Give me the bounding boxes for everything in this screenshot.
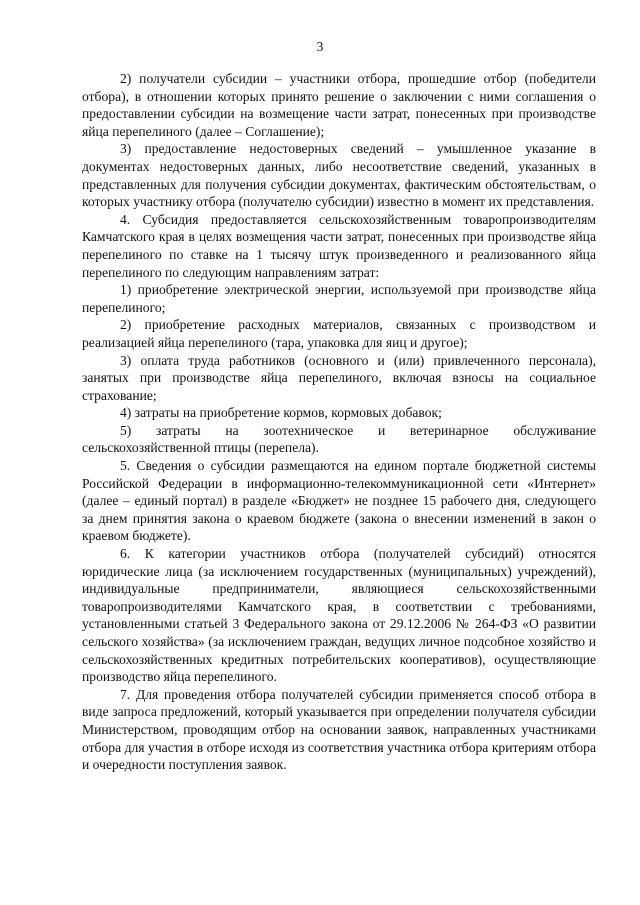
paragraph-selection-method: 7. Для проведения отбора получателей субсидии применяется способ отбора в виде запроса предложений, который указывается при определении получателя субсидии Министерством, проводящим отбор на основании заявок, направленных участниками отбора для участия в отборе исходя из соответствия участника отбора критериям отбора и очередности поступления заявок. <box>82 686 596 773</box>
paragraph-participant-categories: 6. К категории участников отбора (получателей субсидий) относятся юридические лица (за исключением государственных (муниципальных) учреждений), индивидуальные предприниматели, являющиеся сельскохозяйственными товаропроизводителями Камчатского края, в соответствии с требованиями, установленными статьей 3 Федерального закона от 29.12.2006 № 264-ФЗ «О развитии сельского хозяйства» (за исключением граждан, ведущих личное подсобное хозяйство и сельскохозяйственных кредитных потребительских кооперативов), осуществляющие производство яйца перепелиного. <box>82 546 596 685</box>
document-body <box>82 70 596 774</box>
page-number: 3 <box>316 39 324 54</box>
paragraph-cost-electricity: 1) приобретение электрической энергии, используемой при производстве яйца перепелиного; <box>82 282 596 315</box>
paragraph-cost-feed: 4) затраты на приобретение кормов, кормовых добавок; <box>120 405 442 421</box>
paragraph-definition-false-info: 3) предоставление недостоверных сведений – умышленное указание в документах недостоверных данных, либо несоответствие сведений, указанных в представленных для получения субсидии документах, фактическим обстоятельствам, о которых участнику отбора (получателю субсидии) известно в момент их представления. <box>82 141 596 210</box>
paragraph-cost-labor: 3) оплата труда работников (основного и (или) привлеченного персонала), занятых при производстве яйца перепелиного, включая взносы на социальное страхование; <box>82 352 596 403</box>
paragraph-cost-materials: 2) приобретение расходных материалов, связанных с производством и реализацией яйца перепелиного (тара, упаковка для яиц и другое); <box>82 317 596 350</box>
paragraph-portal-publication: 5. Сведения о субсидии размещаются на едином портале бюджетной системы Российской Федерации в информационно-телекоммуникационной сети «Интернет» (далее – единый портал) в разделе «Бюджет» не позднее 15 рабочего дня, следующего за днем принятия закона о краевом бюджете (закона о внесении изменений в закон о краевом бюджете). <box>82 458 596 544</box>
paragraph-definition-recipients: 2) получатели субсидии – участники отбора, прошедшие отбор (победители отбора), в отношении которых принято решение о заключении с ними соглашения о предоставлении субсидии на возмещение части затрат, понесенных при производстве яйца перепелиного (далее – Соглашение); <box>82 71 596 139</box>
paragraph-subsidy-provision: 4. Субсидия предоставляется сельскохозяйственным товаропроизводителям Камчатского края в целях возмещения части затрат, понесенных при производстве яйца перепелиного по ставке на 1 тысячу штук произведенного и реализованного яйца перепелиного по следующим направлениям затрат: <box>82 211 596 280</box>
paragraph-cost-veterinary: 5) затраты на зоотехническое и ветеринарное обслуживание сельскохозяйственной птицы (перепела). <box>82 422 596 456</box>
